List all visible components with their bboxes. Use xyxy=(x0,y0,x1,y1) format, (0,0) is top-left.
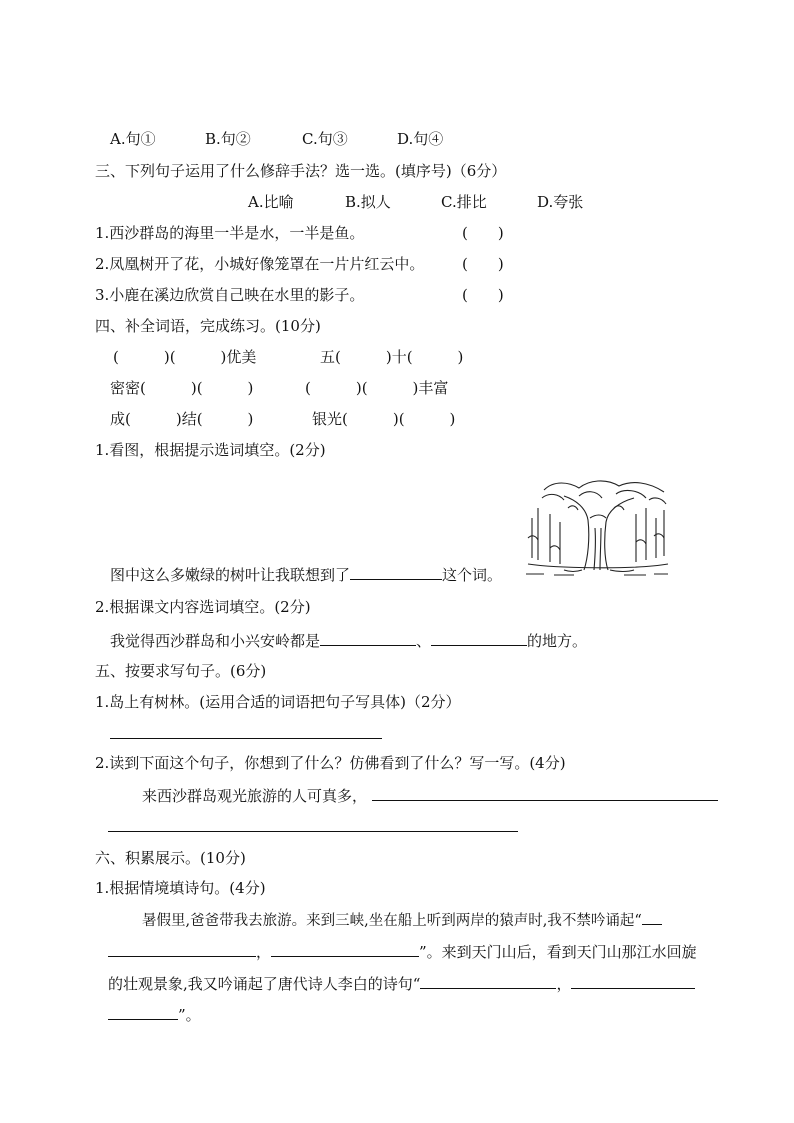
poem-blank-5[interactable] xyxy=(108,1003,178,1020)
q1-text-after: 这个词。 xyxy=(442,566,503,584)
answer-paren-1[interactable]: ( ) xyxy=(462,224,504,242)
s6-end-quote: ”。 xyxy=(178,1006,201,1024)
q2-blank-1[interactable] xyxy=(320,629,416,646)
rhetoric-option-c: C.排比 xyxy=(441,193,487,211)
q2-text-after: 的地方。 xyxy=(527,632,588,650)
q1-text-before: 图中这么多嫩绿的树叶让我联想到了 xyxy=(110,566,351,584)
section4-heading: 四、补全词语，完成练习。(10分) xyxy=(95,317,321,335)
q1-blank[interactable] xyxy=(350,563,442,580)
q2-text-mid: 、 xyxy=(416,632,432,650)
q1-fill-line xyxy=(110,563,502,585)
option-c: C.句③ xyxy=(302,130,348,148)
rhetoric-option-a: A.比喻 xyxy=(248,193,294,211)
s6-comma-1: ， xyxy=(256,943,272,961)
poem-blank-3[interactable] xyxy=(420,972,556,989)
s6-para-line-3 xyxy=(108,972,695,994)
s6-para-line-1 xyxy=(142,908,662,931)
poem-blank-0[interactable] xyxy=(642,908,662,925)
s5-q2-sentence: 来西沙群岛观光旅游的人可真多， xyxy=(142,787,368,805)
rhetoric-item-1: 1.西沙群岛的海里一半是水，一半是鱼。 xyxy=(95,224,365,242)
rhetoric-item-2: 2.凤凰树开了花，小城好像笼罩在一片片红云中。 xyxy=(95,255,425,273)
s5-q1: 1.岛上有树林。(运用合适的词语把句子写具体)（2分） xyxy=(95,693,461,711)
s6-para-text-2: ”。来到天门山后，看到天门山那江水回旋 xyxy=(419,943,697,961)
word-fill-3[interactable]: 密密( )( ) xyxy=(110,379,254,397)
section3-heading: 三、下列句子运用了什么修辞手法？选一选。(填序号)（6分） xyxy=(95,162,507,180)
s5-q1-answer-line[interactable] xyxy=(110,738,382,739)
s5-q2: 2.读到下面这个句子，你想到了什么？仿佛看到了什么？写一写。(4分) xyxy=(95,754,566,772)
poem-blank-1[interactable] xyxy=(108,940,256,957)
q2-text-before: 我觉得西沙群岛和小兴安岭都是 xyxy=(110,632,321,650)
q2-blank-2[interactable] xyxy=(431,629,527,646)
rhetoric-option-d: D.夸张 xyxy=(537,193,584,211)
q1-heading: 1.看图，根据提示选词填空。(2分) xyxy=(95,441,326,459)
word-fill-1[interactable]: ( )( )优美 xyxy=(113,348,257,366)
s6-para-text-1: 暑假里,爸爸带我去旅游。来到三峡,坐在船上听到两岸的猿声时,我不禁吟诵起“ xyxy=(142,913,642,929)
answer-paren-3[interactable]: ( ) xyxy=(462,286,504,304)
s5-q2-answer-line-2[interactable] xyxy=(108,831,518,832)
rhetoric-option-b: B.拟人 xyxy=(345,193,391,211)
poem-blank-4[interactable] xyxy=(571,972,695,989)
tree-illustration xyxy=(524,478,670,576)
word-fill-2[interactable]: 五( )十( ) xyxy=(320,348,464,366)
q2-fill-line xyxy=(110,629,587,651)
section5-heading: 五、按要求写句子。(6分) xyxy=(95,662,267,680)
s6-q1: 1.根据情境填诗句。(4分) xyxy=(95,879,266,897)
word-fill-6[interactable]: 银光( )( ) xyxy=(312,410,456,428)
s6-para-text-3: 的壮观景象,我又吟诵起了唐代诗人李白的诗句“ xyxy=(108,975,421,993)
rhetoric-item-3: 3.小鹿在溪边欣赏自己映在水里的影子。 xyxy=(95,286,365,304)
s5-q2-answer-line-1[interactable] xyxy=(372,800,718,801)
s6-para-line-4 xyxy=(108,1003,201,1025)
word-fill-4[interactable]: ( )( )丰富 xyxy=(305,379,449,397)
poem-blank-2[interactable] xyxy=(271,940,419,957)
section6-heading: 六、积累展示。(10分) xyxy=(95,849,246,867)
s6-para-line-2 xyxy=(108,940,697,962)
option-a: A.句① xyxy=(110,130,156,148)
word-fill-5[interactable]: 成( )结( ) xyxy=(110,410,254,428)
option-b: B.句② xyxy=(205,130,251,148)
answer-paren-2[interactable]: ( ) xyxy=(462,255,504,273)
s6-comma-2: ， xyxy=(556,975,572,993)
q2-heading: 2.根据课文内容选词填空。(2分) xyxy=(95,598,311,616)
option-d: D.句④ xyxy=(397,130,444,148)
